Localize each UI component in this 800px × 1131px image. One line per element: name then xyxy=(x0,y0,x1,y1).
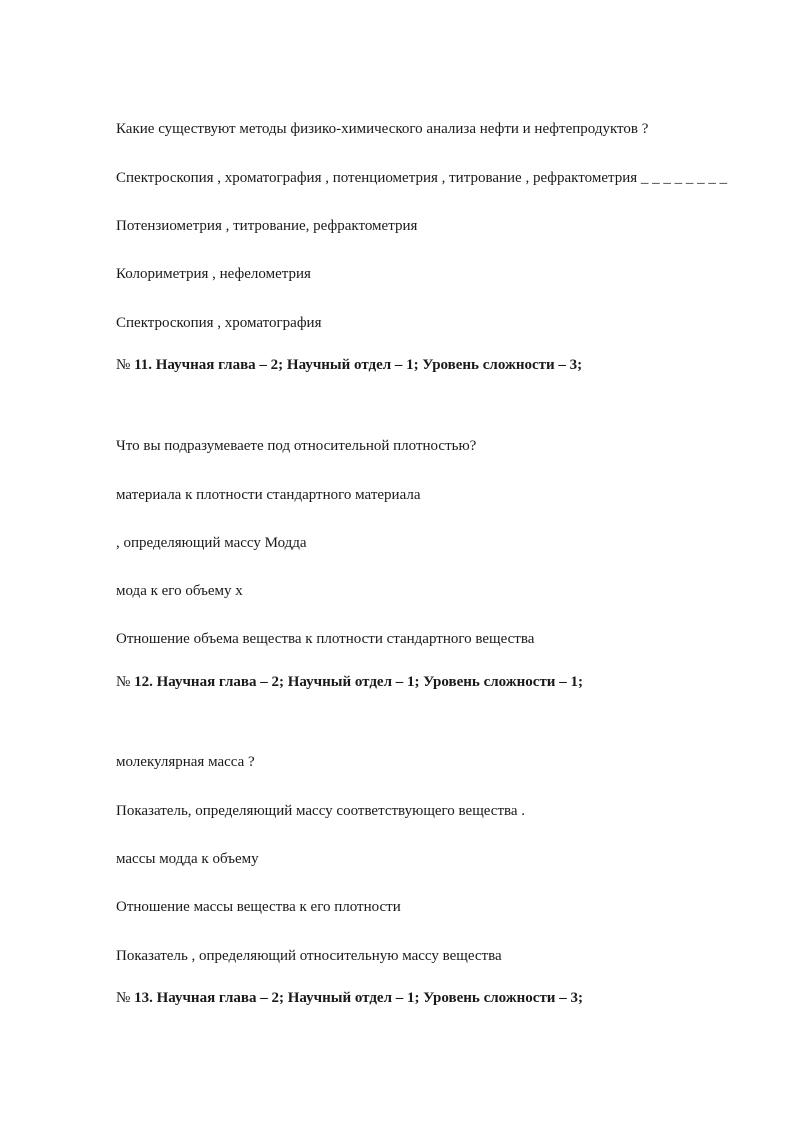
answer-option: Отношение объема вещества к плотности стандартного вещества xyxy=(116,631,535,647)
answer-option: Показатель , определяющий относительную массу вещества xyxy=(116,948,502,964)
question-heading xyxy=(116,355,582,375)
heading-text: 13. Научная глава – 2; Научный отдел – 1; Уровень сложности – 3; xyxy=(134,990,583,1006)
question-heading xyxy=(116,672,583,692)
answer-option: Потензиометрия , титрование, рефрактометрия xyxy=(116,218,418,234)
question-text: Что вы подразумеваете под относительной плотностью? xyxy=(116,438,477,454)
answer-option: Спектроскопия , хроматография , потенциометрия , титрование , рефрактометрия _ _ _ _ _ _ _ _ xyxy=(116,170,728,186)
answer-option: массы модда к объему xyxy=(116,851,259,867)
answer-option: мода к его объему x xyxy=(116,583,243,599)
answer-option: , определяющий массу Модда xyxy=(116,535,307,551)
answer-option: Отношение массы вещества к его плотности xyxy=(116,899,401,915)
question-text: молекулярная масса ? xyxy=(116,754,255,770)
answer-option: Показатель, определяющий массу соответствующего вещества . xyxy=(116,803,526,819)
question-text: Какие существуют методы физико-химического анализа нефти и нефтепродуктов ? xyxy=(116,121,649,137)
answer-option: материала к плотности стандартного материала xyxy=(116,487,421,503)
answer-option: Колориметрия , нефелометрия xyxy=(116,266,311,282)
number-sign: № xyxy=(116,674,131,690)
question-heading xyxy=(116,988,583,1008)
number-sign: № xyxy=(116,357,131,373)
heading-text: 12. Научная глава – 2; Научный отдел – 1; Уровень сложности – 1; xyxy=(134,674,583,690)
answer-option: Спектроскопия , хроматография xyxy=(116,315,322,331)
number-sign: № xyxy=(116,990,131,1006)
heading-text: 11. Научная глава – 2; Научный отдел – 1; Уровень сложности – 3; xyxy=(134,357,583,373)
